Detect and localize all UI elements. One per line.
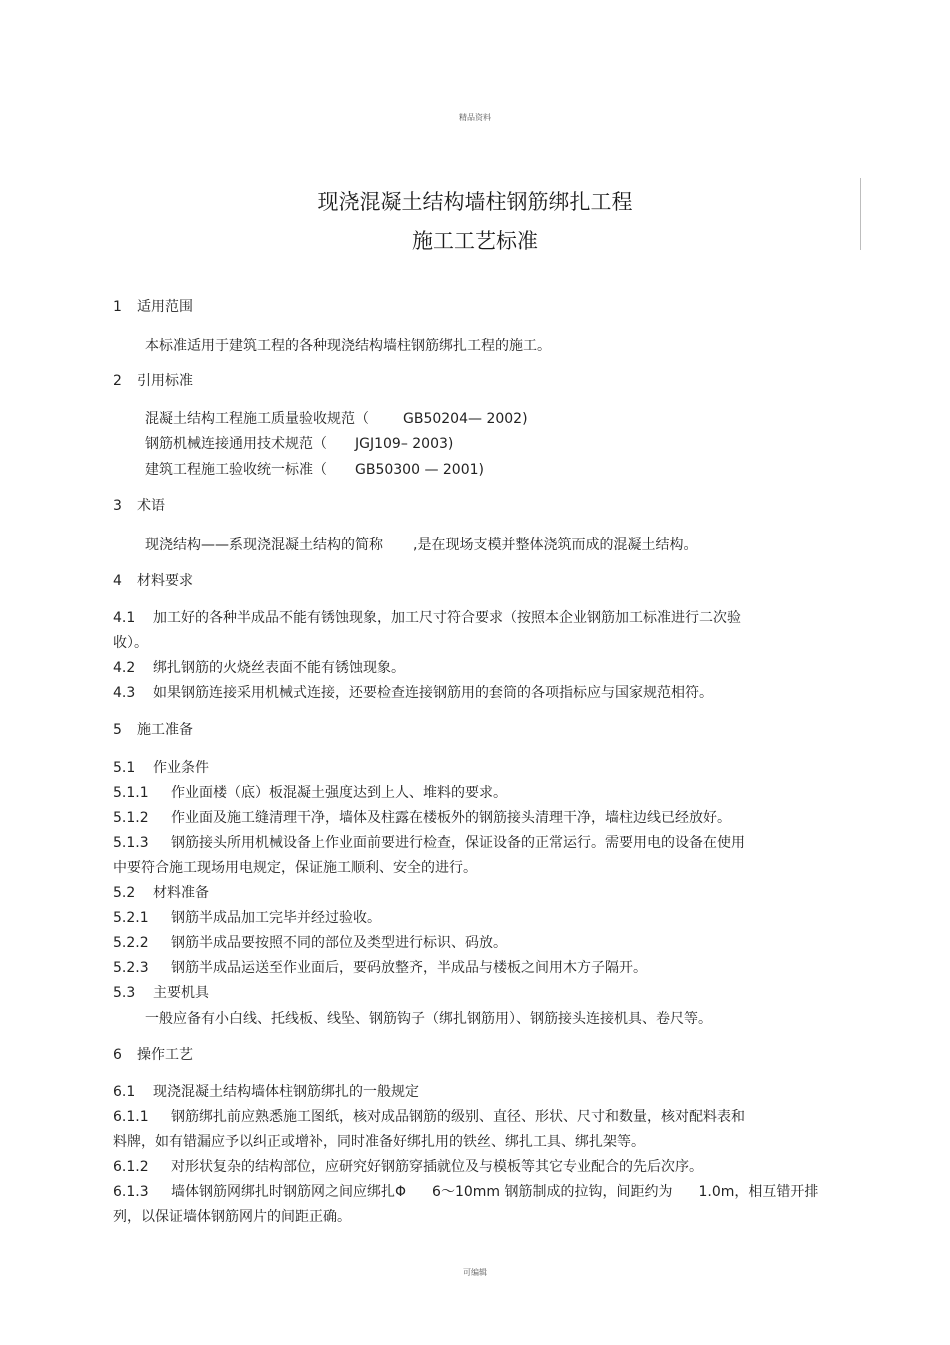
subsection-5-3-text: 一般应备有小白线、托线板、线坠、钢筋钩子（绑扎钢筋用）、钢筋接头连接机具、卷尺等。 (145, 1011, 712, 1027)
document-title-line2: 施工工艺标准 (412, 229, 538, 253)
section-6-heading: 6 操作工艺 (113, 1047, 193, 1063)
item-5-2-3: 5.2.3 钢筋半成品运送至作业面后，要码放整齐，半成品与楼板之间用木方子隔开。 (113, 960, 647, 976)
reference-item: 建筑工程施工验收统一标准（ GB50300 — 2001) (145, 462, 484, 478)
item-5-1-3-continued: 中要符合施工现场用电规定，保证施工顺利、安全的进行。 (113, 860, 477, 876)
item-6-1-1-continued: 料牌，如有错漏应予以纠正或增补，同时准备好绑扎用的铁丝、绑扎工具、绑扎架等。 (113, 1134, 645, 1150)
item-4-1: 4.1 加工好的各种半成品不能有锈蚀现象，加工尺寸符合要求（按照本企业钢筋加工标准进行二次验 (113, 610, 741, 626)
subsection-6-1: 6.1 现浇混凝土结构墙体柱钢筋绑扎的一般规定 (113, 1084, 419, 1100)
item-6-1-3: 6.1.3 墙体钢筋网绑扎时钢筋网之间应绑扎Φ 6～10mm 钢筋制成的拉钩，间距约为 1.0m，相互错开排 (113, 1184, 819, 1200)
item-6-1-2: 6.1.2 对形状复杂的结构部位，应研究好钢筋穿插就位及与模板等其它专业配合的先后次序。 (113, 1159, 703, 1175)
item-4-3: 4.3 如果钢筋连接采用机械式连接，还要检查连接钢筋用的套筒的各项指标应与国家规范相符。 (113, 685, 713, 701)
subsection-5-2: 5.2 材料准备 (113, 885, 209, 901)
subsection-5-1: 5.1 作业条件 (113, 760, 209, 776)
item-5-2-1: 5.2.1 钢筋半成品加工完毕并经过验收。 (113, 910, 381, 926)
section-4-heading: 4 材料要求 (113, 573, 193, 589)
page-footer: 可编辑 (463, 1268, 487, 1277)
section-3-heading: 3 术语 (113, 498, 165, 514)
section-1-text: 本标准适用于建筑工程的各种现浇结构墙柱钢筋绑扎工程的施工。 (145, 338, 551, 354)
reference-item: 混凝土结构工程施工质量验收规范（ GB50204— 2002) (145, 411, 528, 427)
subsection-5-3: 5.3 主要机具 (113, 985, 209, 1001)
item-6-1-1: 6.1.1 钢筋绑扎前应熟悉施工图纸，核对成品钢筋的级别、直径、形状、尺寸和数量，核对配料表和 (113, 1109, 745, 1125)
document-title-line1: 现浇混凝土结构墙柱钢筋绑扎工程 (317, 190, 633, 214)
reference-item: 钢筋机械连接通用技术规范（ JGJ109– 2003) (145, 436, 454, 452)
item-5-1-2: 5.1.2 作业面及施工缝清理干净，墙体及柱露在楼板外的钢筋接头清理干净，墙柱边线已经放好。 (113, 810, 731, 826)
item-5-1-1: 5.1.1 作业面楼（底）板混凝土强度达到上人、堆料的要求。 (113, 785, 507, 801)
section-5-heading: 5 施工准备 (113, 722, 193, 738)
item-6-1-3-continued: 列，以保证墙体钢筋网片的间距正确。 (113, 1209, 351, 1225)
section-1-heading: 1 适用范围 (113, 299, 193, 315)
item-4-1-continued: 收）。 (113, 635, 148, 651)
item-5-2-2: 5.2.2 钢筋半成品要按照不同的部位及类型进行标识、码放。 (113, 935, 507, 951)
item-4-2: 4.2 绑扎钢筋的火烧丝表面不能有锈蚀现象。 (113, 660, 405, 676)
margin-divider (860, 178, 861, 250)
page-header: 精品资料 (459, 113, 491, 122)
section-3-text: 现浇结构——系现浇混凝土结构的简称 ,是在现场支模并整体浇筑而成的混凝土结构。 (145, 537, 698, 553)
section-2-heading: 2 引用标准 (113, 373, 193, 389)
item-5-1-3: 5.1.3 钢筋接头所用机械设备上作业面前要进行检查，保证设备的正常运行。需要用电的设备在使用 (113, 835, 745, 851)
